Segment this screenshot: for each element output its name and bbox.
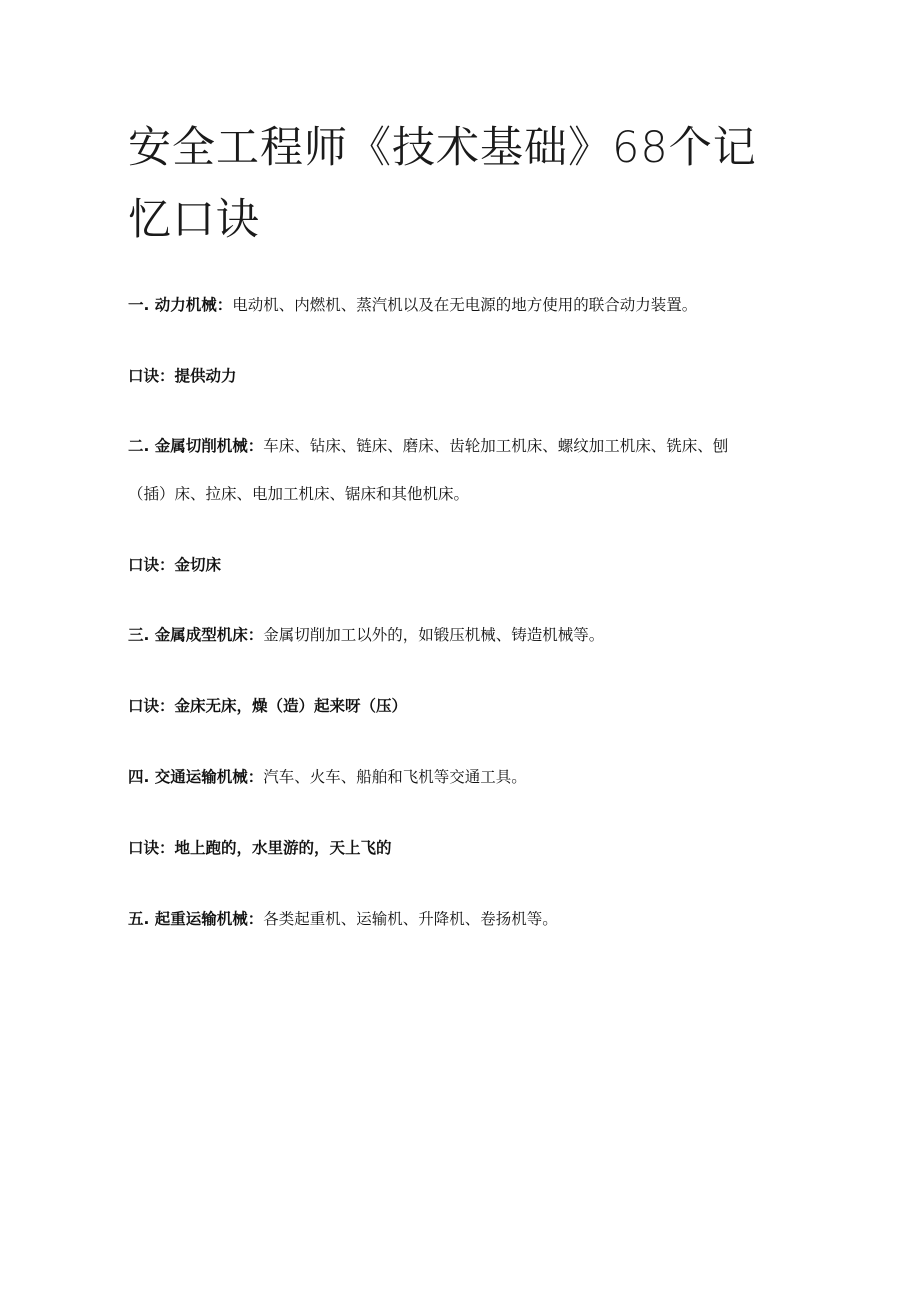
entry-description: 各类起重机、运输机、升降机、卷扬机等。 bbox=[263, 910, 558, 928]
entry-1 bbox=[128, 294, 697, 316]
document-title: 安全工程师《技术基础》68个记忆口诀 bbox=[128, 123, 757, 245]
entry-term: 五. 起重运输机械： bbox=[128, 910, 264, 928]
mnemonic-2: 口诀：金切床 bbox=[128, 556, 222, 574]
entry-description: 车床、钻床、链床、磨床、齿轮加工机床、螺纹加工机床、铣床、刨 bbox=[263, 437, 729, 455]
entry-2-continuation: （插）床、拉床、电加工机床、锯床和其他机床。 bbox=[128, 485, 470, 503]
mnemonic-1: 口诀：提供动力 bbox=[128, 367, 237, 385]
entry-description: 电动机、内燃机、蒸汽机以及在无电源的地方使用的联合动力装置。 bbox=[232, 296, 698, 314]
entry-term: 一. 动力机械： bbox=[128, 296, 233, 314]
entry-term: 三. 金属成型机床： bbox=[128, 626, 264, 644]
mnemonic-3: 口诀：金床无床，燥（造）起来呀（压） bbox=[128, 697, 408, 715]
entry-2 bbox=[128, 435, 728, 457]
entry-description: 汽车、火车、船舶和飞机等交通工具。 bbox=[263, 768, 527, 786]
entry-term: 四. 交通运输机械： bbox=[128, 768, 264, 786]
entry-3 bbox=[128, 624, 604, 646]
entry-4 bbox=[128, 766, 527, 788]
entry-5 bbox=[128, 908, 558, 930]
entry-description: 金属切削加工以外的，如锻压机械、铸造机械等。 bbox=[263, 626, 605, 644]
mnemonic-4: 口诀：地上跑的，水里游的，天上飞的 bbox=[128, 839, 392, 857]
entry-term: 二. 金属切削机械： bbox=[128, 437, 264, 455]
